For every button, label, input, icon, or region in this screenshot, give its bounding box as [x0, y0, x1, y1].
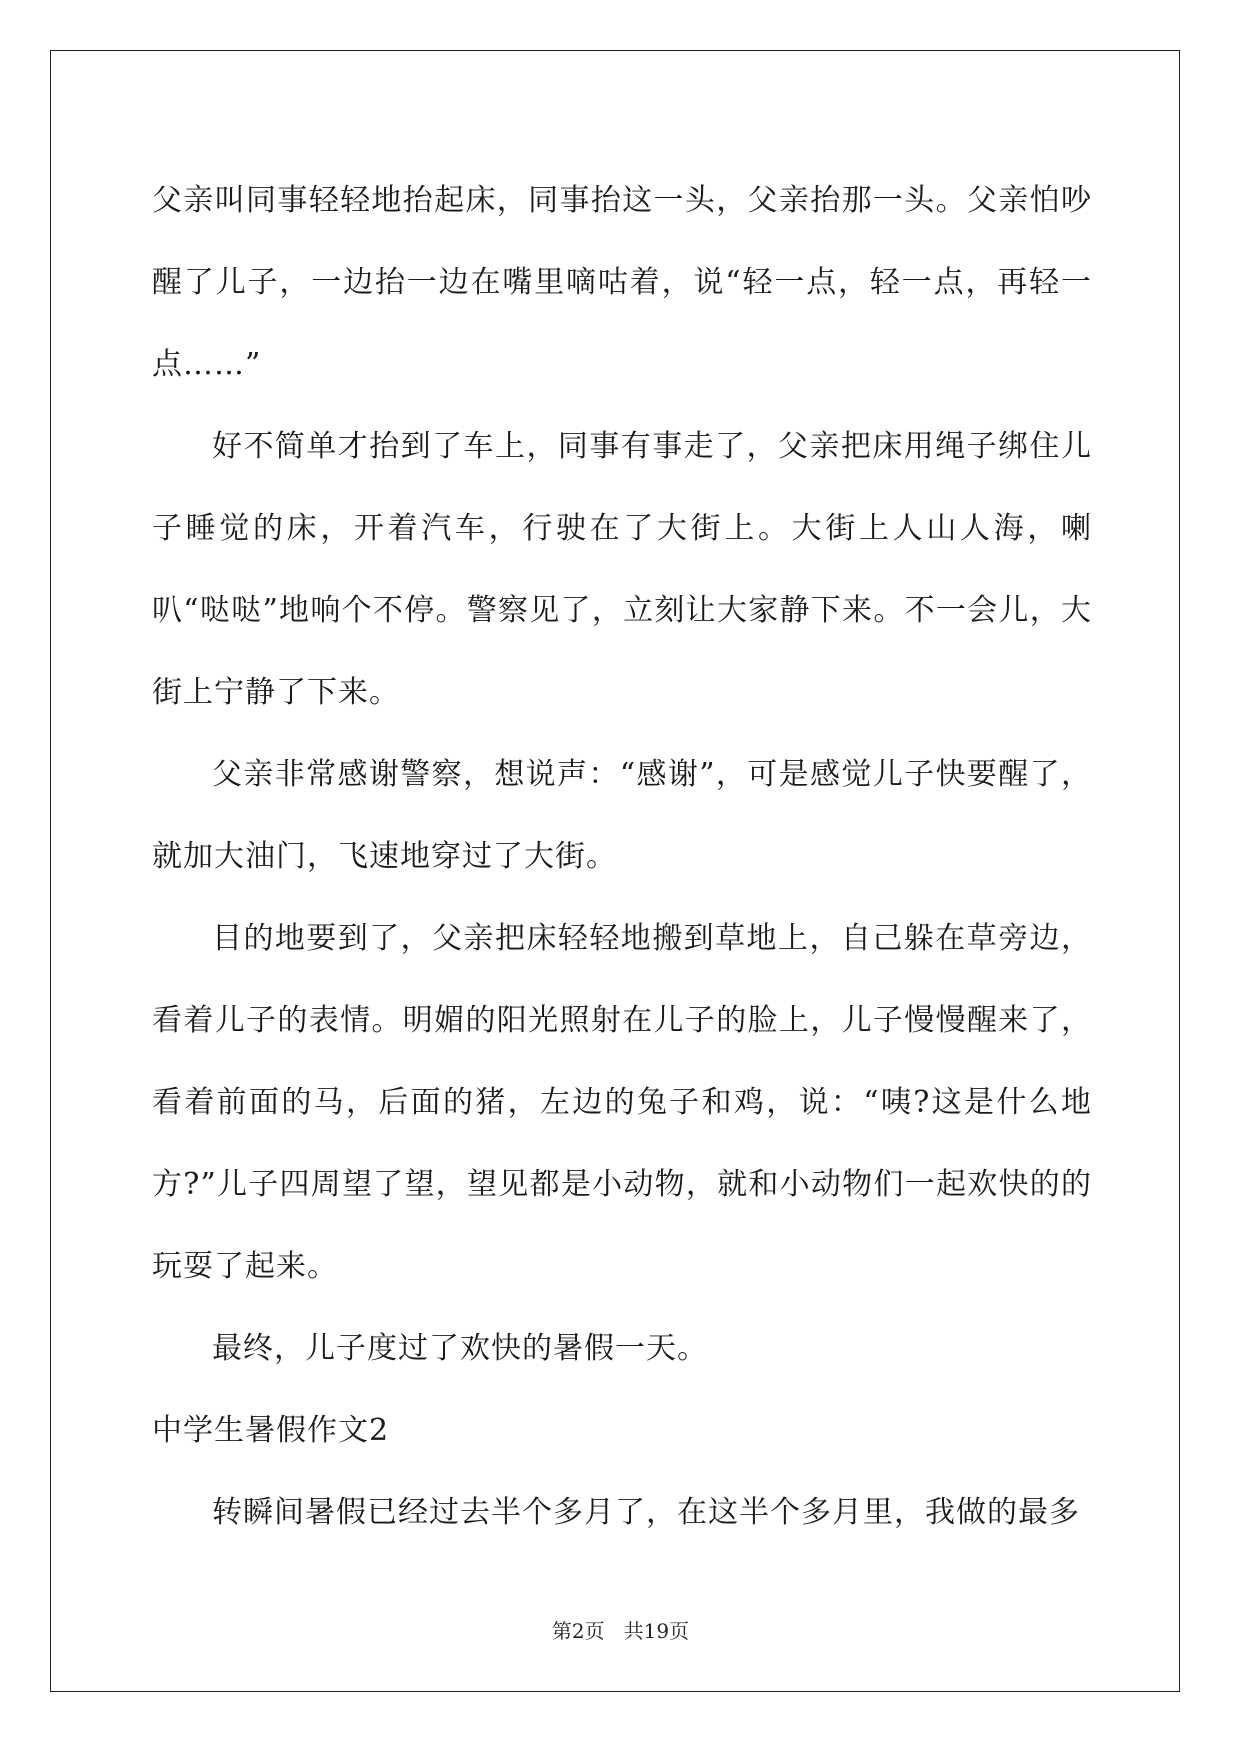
section-heading: 中学生暑假作文2 — [152, 1413, 390, 1448]
paragraph-1: 父亲叫同事轻轻地抬起床，同事抬这一头，父亲抬那一头。父亲怕吵醒了儿子，一边抬一边在嘴里嘀咕着，说“轻一点，轻一点，再轻一点……” — [152, 183, 1092, 382]
page-number: 第2页 — [551, 1619, 605, 1643]
paragraph-3: 父亲非常感谢警察，想说声：“感谢”，可是感觉儿子快要醒了，就加大油门，飞速地穿过了大街。 — [152, 757, 1092, 874]
paragraph-2: 好不简单才抬到了车上，同事有事走了，父亲把床用绳子绑住儿子睡觉的床，开着汽车，行驶在了大街上。大街上人山人海，喇叭“哒哒”地响个不停。警察见了，立刻让大家静下来。不一会儿，大街上宁静了下来。 — [152, 429, 1092, 710]
total-pages: 共19页 — [623, 1619, 690, 1643]
page-footer — [0, 1617, 1241, 1645]
document-body — [152, 160, 1092, 1554]
section-paragraph: 转瞬间暑假已经过去半个多月了，在这半个多月里，我做的最多 — [212, 1495, 1080, 1530]
paragraph-5: 最终，儿子度过了欢快的暑假一天。 — [212, 1331, 708, 1366]
paragraph-4: 目的地要到了，父亲把床轻轻地搬到草地上，自己躲在草旁边，看着儿子的表情。明媚的阳光照射在儿子的脸上，儿子慢慢醒来了，看着前面的马，后面的猪，左边的兔子和鸡，说：“咦?这是什么地方?”儿子四周望了望，望见都是小动物，就和小动物们一起欢快的的玩耍了起来。 — [152, 921, 1092, 1284]
